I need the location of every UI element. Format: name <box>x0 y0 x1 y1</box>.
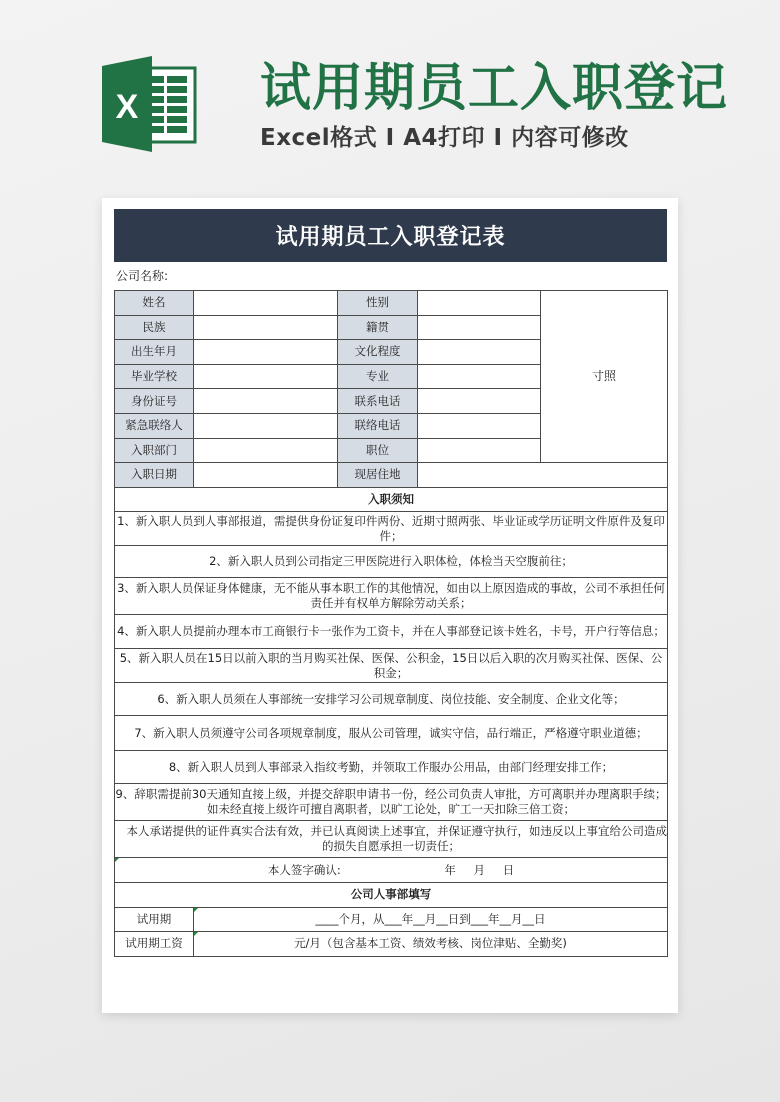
major-field[interactable] <box>418 364 541 389</box>
emergency-contact-field[interactable] <box>194 413 338 438</box>
emergency-phone-field[interactable] <box>418 413 541 438</box>
field-label: 姓名 <box>115 291 194 316</box>
table-row <box>115 907 668 932</box>
notice-item: 5、新入职人员在15日以前入职的当月购买社保、医保、公积金，15日以后入职的次月购买社保、医保、公积金； <box>115 649 668 683</box>
notice-item: 7、新入职人员须遵守公司各项规章制度，服从公司管理，诚实守信，品行端正，严格遵守职业道德； <box>115 716 668 751</box>
school-field[interactable] <box>194 364 338 389</box>
company-name-label: 公司名称: <box>116 269 169 283</box>
table-row <box>115 291 668 316</box>
field-label: 联系电话 <box>338 389 418 414</box>
field-label: 身份证号 <box>115 389 194 414</box>
field-label: 入职日期 <box>115 463 194 488</box>
form-title: 试用期员工入职登记表 <box>114 209 667 262</box>
name-field[interactable] <box>194 291 338 316</box>
field-label: 文化程度 <box>338 340 418 365</box>
banner-title: 试用期员工入职登记 <box>260 59 729 118</box>
hr-section-title: 公司人事部填写 <box>115 882 668 907</box>
probation-salary-label: 试用期工资 <box>115 932 194 957</box>
signature-label: 本人签字确认: <box>267 862 341 877</box>
registration-table <box>114 290 668 957</box>
birth-date-field[interactable] <box>194 340 338 365</box>
signature-row[interactable] <box>115 858 668 883</box>
field-label: 紧急联络人 <box>115 413 194 438</box>
svg-text:X: X <box>115 88 139 126</box>
notice-item: 4、新入职人员提前办理本市工商银行卡一张作为工资卡，并在人事部登记该卡姓名，卡号，开户行等信息； <box>115 615 668 649</box>
id-number-field[interactable] <box>194 389 338 414</box>
notice-item: 6、新入职人员须在人事部统一安排学习公司规章制度、岗位技能、安全制度、企业文化等； <box>115 683 668 716</box>
hire-date-field[interactable] <box>194 463 338 488</box>
probation-salary-field[interactable]: 元/月（包含基本工资、绩效考核、岗位津贴、全勤奖) <box>194 932 668 957</box>
field-label: 毕业学校 <box>115 364 194 389</box>
probation-period-field[interactable]: ____个月，从___年__月__日到___年__月__日 <box>194 907 668 932</box>
photo-box[interactable]: 寸照 <box>541 291 668 463</box>
form-sheet <box>102 198 678 1013</box>
field-label: 民族 <box>115 315 194 340</box>
field-label: 联络电话 <box>338 413 418 438</box>
field-label: 出生年月 <box>115 340 194 365</box>
gender-field[interactable] <box>418 291 541 316</box>
table-row <box>115 932 668 957</box>
field-label: 籍贯 <box>338 315 418 340</box>
field-label: 入职部门 <box>115 438 194 463</box>
field-label: 性别 <box>338 291 418 316</box>
notice-item: 2、新入职人员到公司指定三甲医院进行入职体检，体检当天空腹前往； <box>115 546 668 578</box>
department-field[interactable] <box>194 438 338 463</box>
notice-item: 3、新入职人员保证身体健康，无不能从事本职工作的其他情况，如由以上原因造成的事故，公司不承担任何责任并有权单方解除劳动关系； <box>115 578 668 615</box>
notice-item: 1、新入职人员到人事部报道，需提供身份证复印件两份、近期寸照两张、毕业证或学历证明文件原件及复印件； <box>115 512 668 546</box>
excel-logo-icon <box>100 56 198 152</box>
probation-label: 试用期 <box>115 907 194 932</box>
education-field[interactable] <box>418 340 541 365</box>
banner-subtitle: Excel格式 I A4打印 I 内容可修改 <box>260 125 629 151</box>
notice-item: 8、新入职人员到人事部录入指纹考勤，并领取工作服办公用品，由部门经理安排工作； <box>115 751 668 784</box>
signature-date: 年 月 日 <box>444 862 515 877</box>
field-label: 现居住地 <box>338 463 418 488</box>
field-label: 职位 <box>338 438 418 463</box>
ethnicity-field[interactable] <box>194 315 338 340</box>
field-label: 专业 <box>338 364 418 389</box>
position-field[interactable] <box>418 438 541 463</box>
table-row <box>115 463 668 488</box>
phone-field[interactable] <box>418 389 541 414</box>
pledge-text: 本人承诺提供的证件真实合法有效，并已认真阅读上述事宜，并保证遵守执行，如违反以上事宜给公司造成的损失自愿承担一切责任； <box>115 821 668 858</box>
notice-section-title: 入职须知 <box>115 487 668 512</box>
address-field[interactable] <box>418 463 668 488</box>
notice-item: 9、辞职需提前30天通知直接上级，并提交辞职申请书一份，经公司负责人审批，方可离职并办理离职手续；如未经直接上级许可擅自离职者，以旷工论处，旷工一天扣除三倍工资； <box>115 784 668 821</box>
native-place-field[interactable] <box>418 315 541 340</box>
